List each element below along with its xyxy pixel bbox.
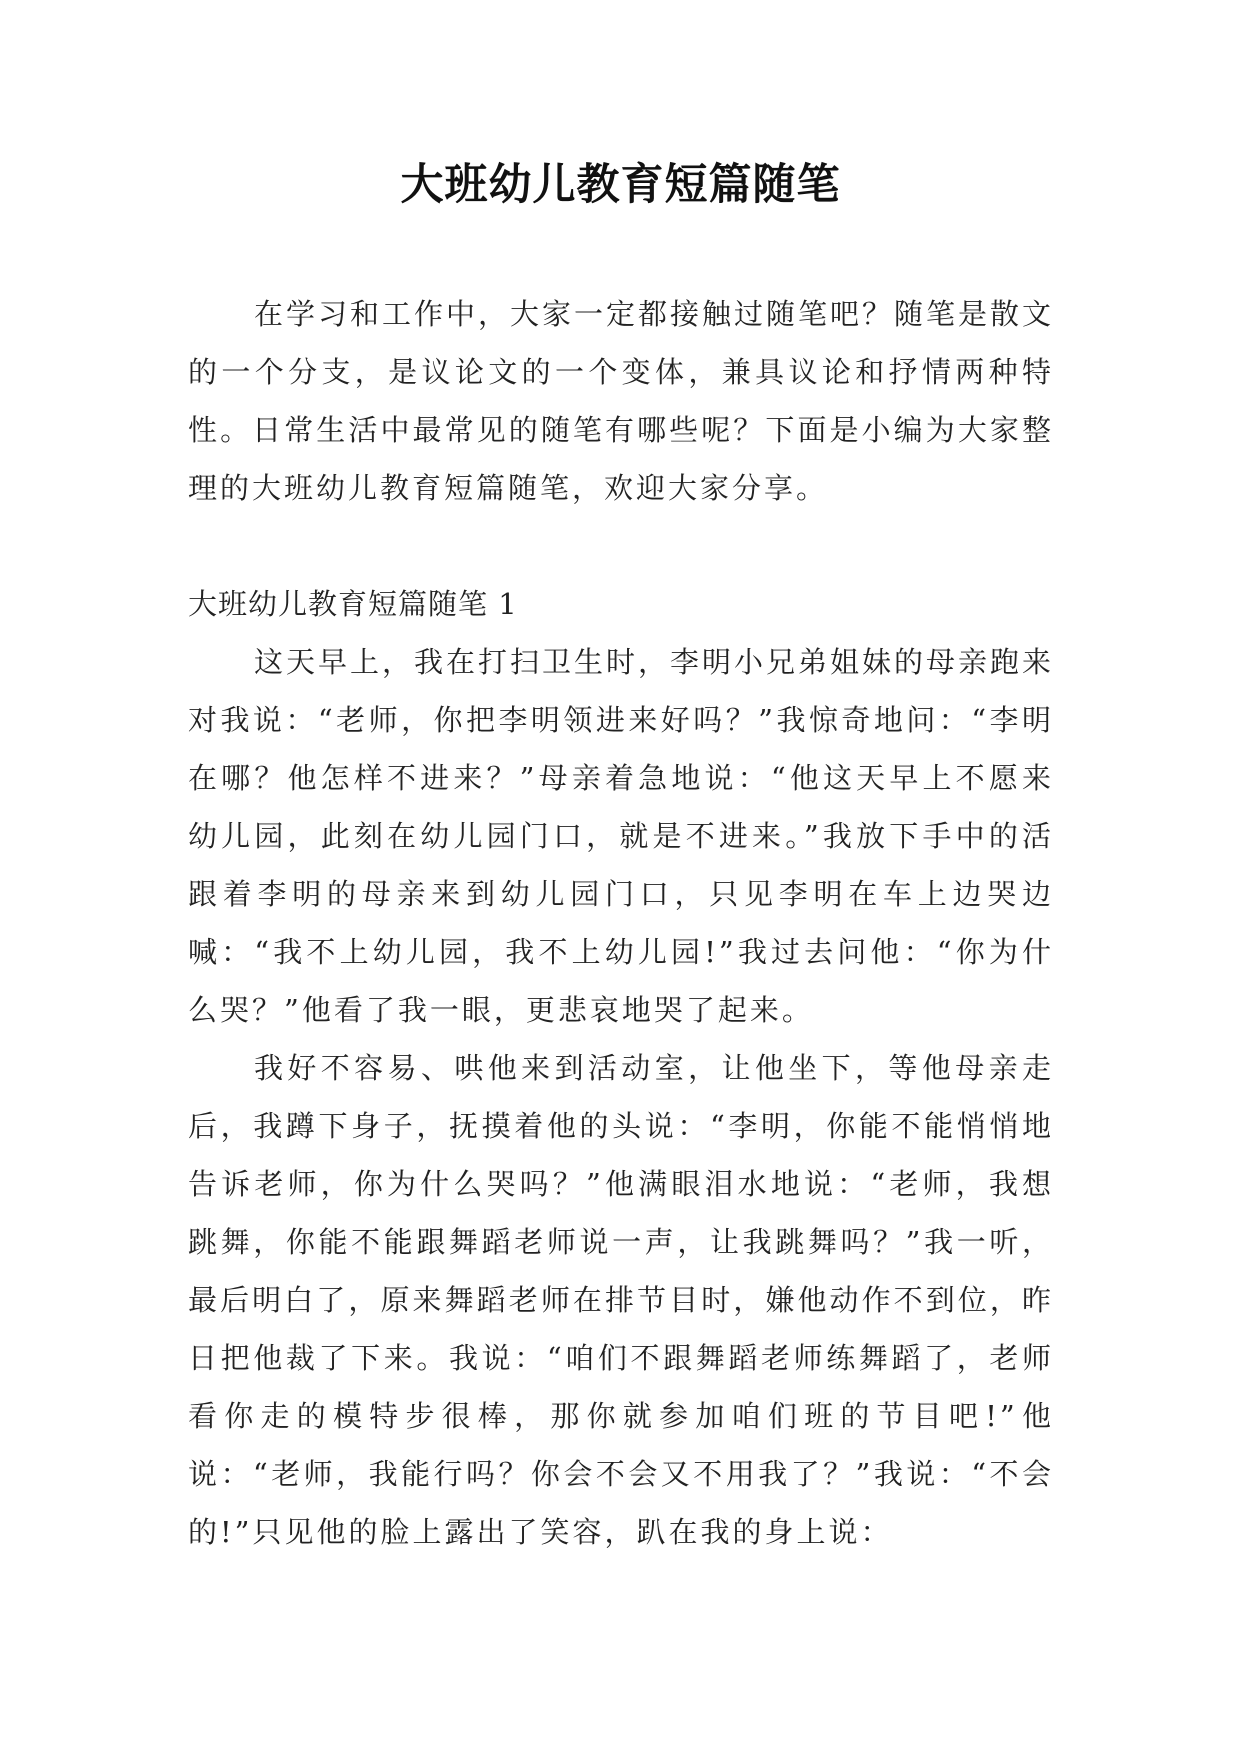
body-paragraph: 这天早上，我在打扫卫生时，李明小兄弟姐妹的母亲跑来对我说：“老师，你把李明领进来好吗？”我惊奇地问：“李明在哪？他怎样不进来？”母亲着急地说：“他这天早上不愿来幼儿园，此刻在幼儿园门口，就是不进来。”我放下手中的活跟着李明的母亲来到幼儿园门口，只见李明在车上边哭边喊：“我不上幼儿园，我不上幼儿园!”我过去问他：“你为什么哭？”他看了我一眼，更悲哀地哭了起来。 bbox=[188, 645, 1055, 1027]
document-body bbox=[188, 285, 1054, 1561]
body-paragraph: 我好不容易、哄他来到活动室，让他坐下，等他母亲走后，我蹲下身子，抚摸着他的头说：“李明，你能不能悄悄地告诉老师，你为什么哭吗？”他满眼泪水地说：“老师，我想跳舞，你能不能跟舞蹈老师说一声，让我跳舞吗？”我一听，最后明白了，原来舞蹈老师在排节目时，嫌他动作不到位，昨日把他裁了下来。我说：“咱们不跟舞蹈老师练舞蹈了，老师看你走的模特步很棒，那你就参加咱们班的节目吧!”他说：“老师，我能行吗？你会不会又不用我了？”我说：“不会的!”只见他的脸上露出了笑容，趴在我的身上说： bbox=[188, 1051, 1054, 1549]
document-title: 大班幼儿教育短篇随笔 bbox=[400, 160, 841, 210]
section-heading: 大班幼儿教育短篇随笔 1 bbox=[188, 587, 518, 621]
intro-paragraph: 在学习和工作中，大家一定都接触过随笔吧？随笔是散文的一个分支，是议论文的一个变体，兼具议论和抒情两种特性。日常生活中最常见的随笔有哪些呢？下面是小编为大家整理的大班幼儿教育短篇随笔，欢迎大家分享。 bbox=[188, 297, 1055, 505]
